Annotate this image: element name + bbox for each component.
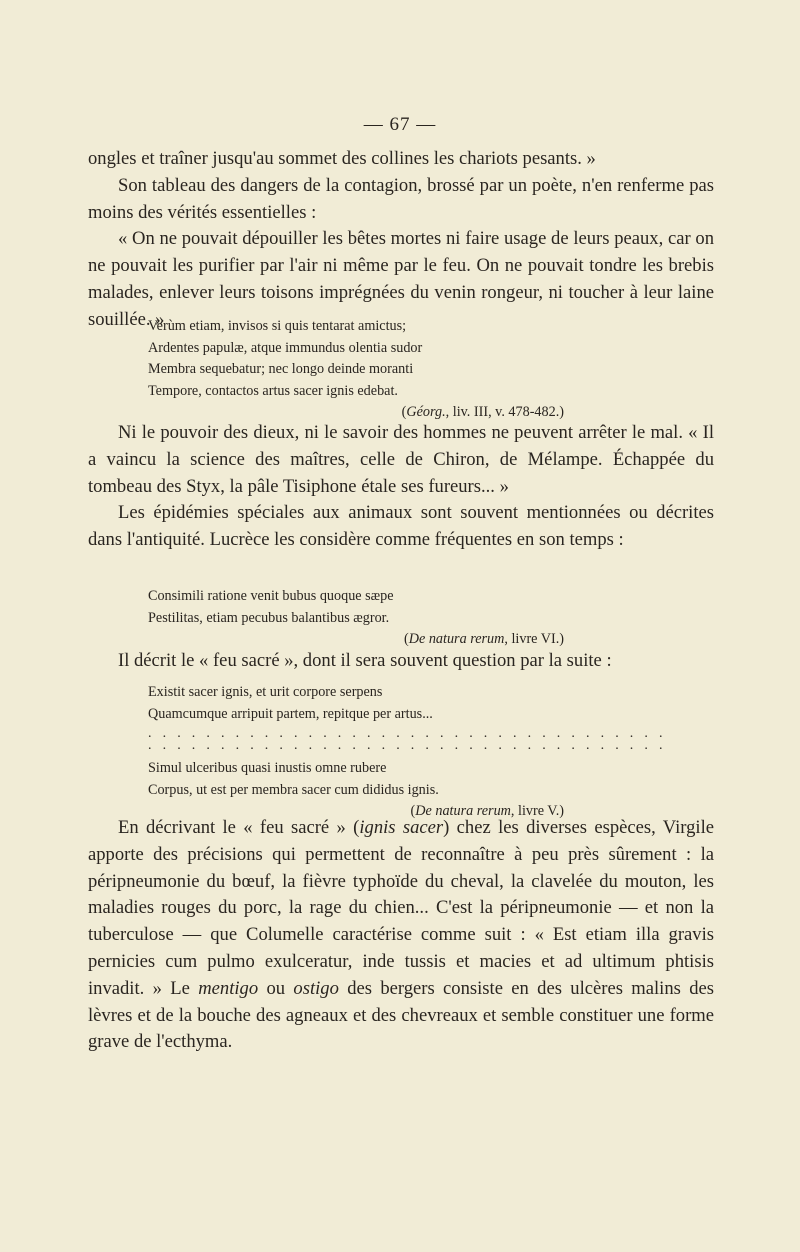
- citation-rest: , livre VI.): [504, 631, 564, 648]
- citation-title: Géorg.: [406, 404, 446, 421]
- citation-title: De natura rerum: [415, 803, 511, 820]
- verse-line: Existit sacer ignis, et urit corpore serpens: [148, 684, 383, 700]
- verse-line: Quamcumque arripuit partem, repitque per artus...: [148, 705, 433, 722]
- paragraph-virgile: [88, 815, 714, 1056]
- text-run: des bergers consiste en des ulcères malins des lèvres et de la bouche des agneaux et des chevreaux et semble constituer une forme grave de l'ecthyma.: [88, 977, 714, 1053]
- verse-line: Verùm etiam, invisos si quis tentarat amictus;: [148, 318, 407, 334]
- paragraph-dieux: Ni le pouvoir des dieux, ni le savoir des hommes ne peuvent arrêter le mal. « Il a vaincu la science des maîtres, celle de Chiron, de Mélampe. Échappée du tombeau des Styx, la pâle Tisiphone étale ses fureurs... »: [88, 422, 714, 497]
- ellipsis-row: . . . . . . . . . . . . . . . . . . . . . . . . . . . . . . . . . . . .: [148, 738, 667, 753]
- page-number: — 67 —: [363, 114, 437, 135]
- text-run: En décrivant le « feu sacré » (: [118, 817, 360, 838]
- text-run-italic: ostigo: [293, 977, 339, 999]
- citation-title: De natura rerum: [408, 631, 505, 648]
- verse-citation: (De natura rerum, livre V.): [410, 803, 564, 820]
- verse-line: Pestilitas, etiam pecubus balantibus ægror.: [148, 609, 390, 626]
- paragraph-block-3: [88, 648, 714, 675]
- verse-line: Tempore, contactos artus sacer ignis edebat.: [148, 382, 398, 399]
- verse-line: Membra sequebatur; nec longo deinde moranti: [148, 361, 414, 378]
- citation-rest: , liv. III, v. 478-482.): [445, 404, 564, 421]
- paragraph-block-4: [88, 815, 714, 1056]
- paragraph-block-1: [88, 146, 714, 334]
- text-run: ou: [258, 977, 294, 999]
- text-run-italic: mentigo: [198, 977, 259, 999]
- verse-line: Corpus, ut est per membra sacer cum dididus ignis.: [148, 781, 439, 798]
- paragraph-block-2: [88, 420, 714, 554]
- verse-lucretius-1: [148, 586, 588, 651]
- verse-lucretius-2b: [148, 758, 588, 823]
- verse-georgics: [148, 316, 588, 424]
- paragraph-epidemies: Les épidémies spéciales aux animaux sont souvent mentionnées ou décrites dans l'antiquité. Lucrèce les considère comme fréquentes en son temps :: [88, 502, 714, 551]
- paragraph-contagion: Son tableau des dangers de la contagion, brossé par un poète, n'en renferme pas moins des vérités essentielles :: [88, 174, 714, 223]
- paragraph-feu-sacre: Il décrit le « feu sacré », dont il sera souvent question par la suite :: [118, 650, 612, 671]
- text-run: ) chez les diverses espèces, Virgile apporte des précisions qui permettent de reconnaître à peu près sûrement : la péripneumonie du bœuf, la fièvre typhoïde du cheval, la clavelée du mouton, les maladies rouges du porc, la rage du chien... C'est la péripneumonie — et non la tuberculose — que Columelle caractérise comme suit : « Est etiam illa gravis pernicies cum pulmo exulceratur, inde tussis et macies et ad ultimum phtisis invadit. » Le: [88, 817, 714, 999]
- verse-line: Simul ulceribus quasi inustis omne rubere: [148, 760, 387, 776]
- text-run-italic: ignis sacer: [359, 817, 444, 838]
- verse-citation: (De natura rerum, livre VI.): [404, 631, 564, 648]
- ellipsis-row: . . . . . . . . . . . . . . . . . . . . . . . . . . . . . . . . . . . .: [148, 726, 667, 741]
- citation-rest: , livre V.): [510, 803, 564, 820]
- verse-line: Ardentes papulæ, atque immundus olentia sudor: [148, 339, 423, 356]
- verse-line: Consimili ratione venit bubus quoque sæpe: [148, 588, 394, 604]
- paragraph-continuation: ongles et traîner jusqu'au sommet des collines les chariots pesants. »: [88, 148, 596, 169]
- verse-lucretius-2a: [148, 682, 588, 725]
- paragraph-quote-depouiller: « On ne pouvait dépouiller les bêtes mortes ni faire usage de leurs peaux, car on ne pouvait les purifier par l'air ni même par le feu. On ne pouvait tondre les brebis malades, enlever leurs toisons imprégnées du venin rongeur, ni toucher à leur laine souillée. »: [88, 228, 714, 330]
- verse-citation: (Géorg., liv. III, v. 478-482.): [401, 404, 564, 421]
